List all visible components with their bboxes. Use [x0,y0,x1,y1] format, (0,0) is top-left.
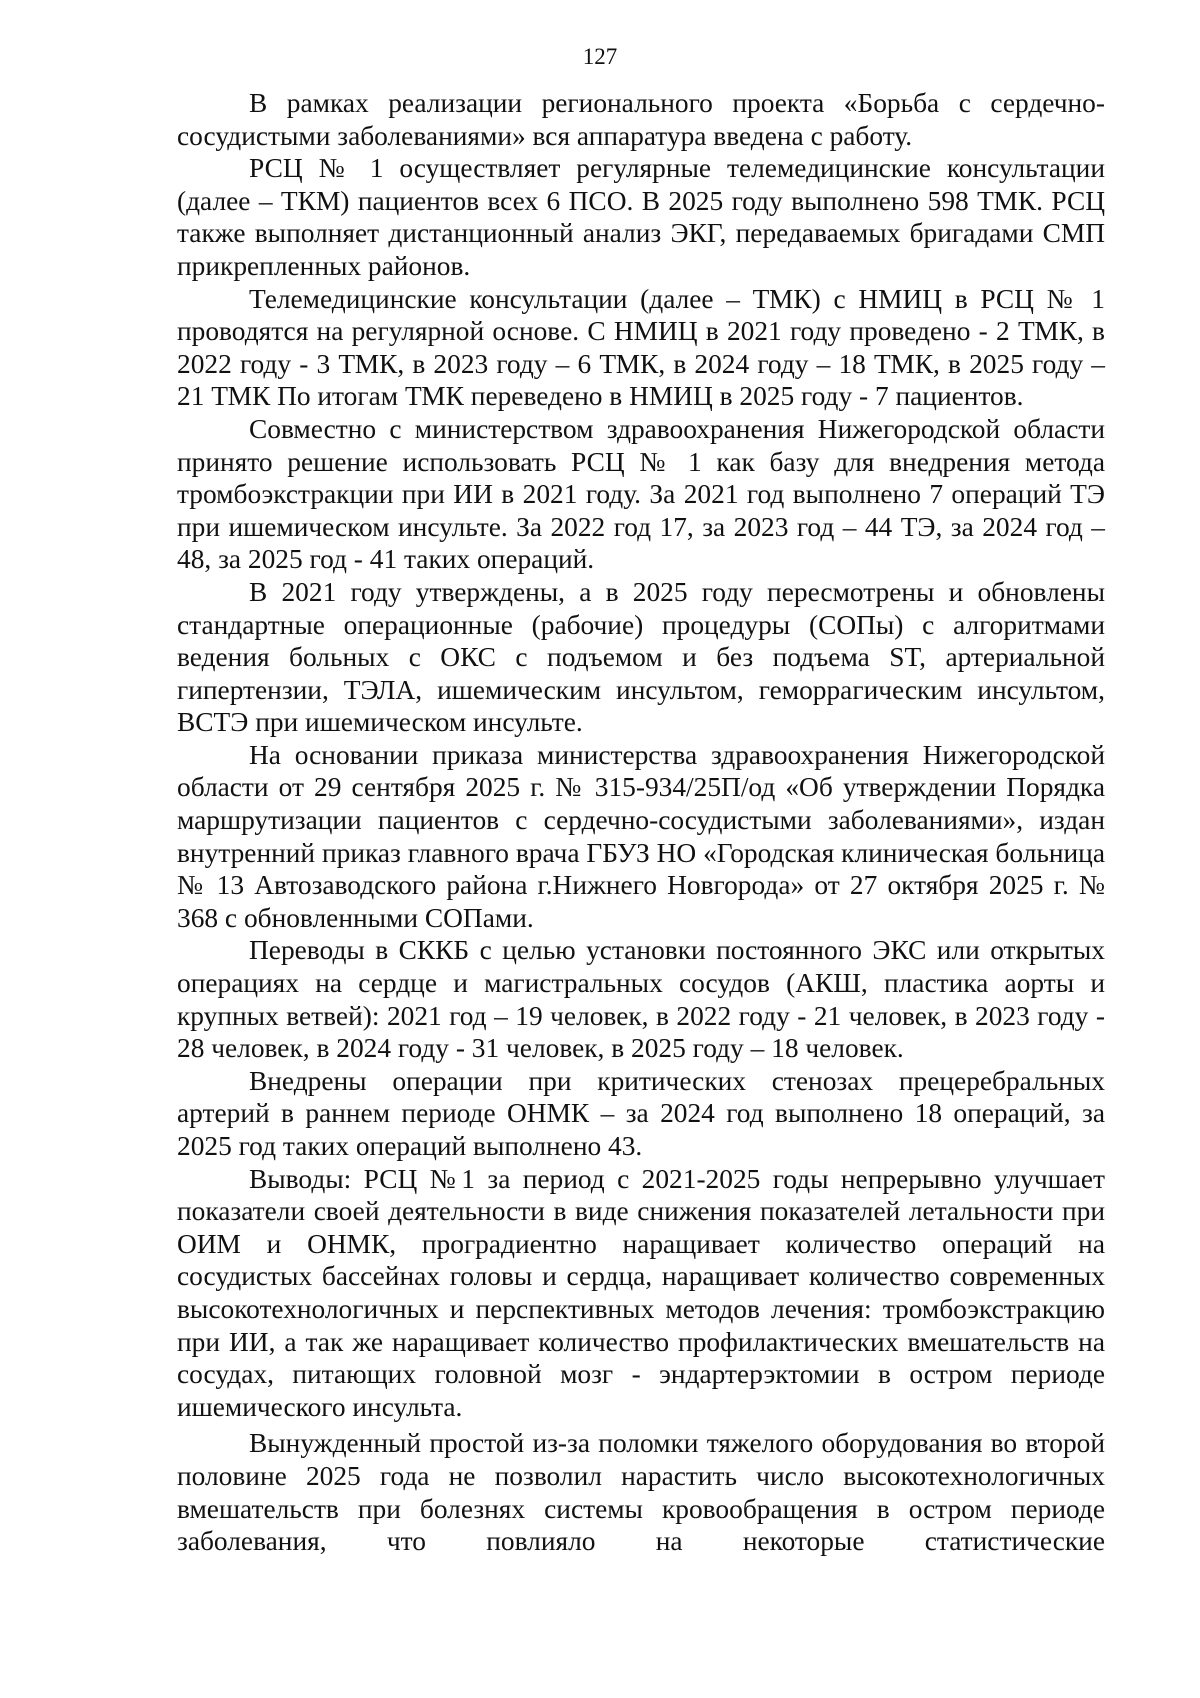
paragraph-transfers-skkb: Переводы в СККБ с целью установки постоянного ЭКС или открытых операциях на сердце и магистральных сосудов (АКШ, пластика аорты и крупных ветвей): 2021 год – 19 человек, в 2022 году - 21 человек, в 2023 году - 28 человек, в 2024 году - 31 человек, в 2025 году – 18 человек. [177,935,1105,1064]
paragraph-stenosis-operations: Внедрены операции при критических стенозах прецеребральных артерий в раннем периоде ОНМК – за 2024 год выполнено 18 операций, за 2025 год таких операций выполнено 43. [177,1065,1105,1161]
paragraph-thrombectomy: Совместно с министерством здравоохранения Нижегородской области принято решение использовать РСЦ № 1 как базу для внедрения метода тромбоэкстракции при ИИ в 2021 году. За 2021 год выполнено 7 операций ТЭ при ишемическом инсульте. За 2022 год 17, за 2023 год – 44 ТЭ, за 2024 год – 48, за 2025 год - 41 таких операций. [177,413,1105,575]
paragraph-regional-project: В рамках реализации регионального проекта «Борьба с сердечно-сосудистыми заболеваниями» вся аппаратура введена с работу. [177,88,1105,151]
paragraph-telemedicine-pso: РСЦ № 1 осуществляет регулярные телемедицинские консультации (далее – ТКМ) пациентов всех 6 ПСО. В 2025 году выполнено 598 ТМК. РСЦ также выполняет дистанционный анализ ЭКГ, передаваемых бригадами СМП прикрепленных районов. [177,153,1105,281]
paragraph-equipment-downtime: Вынужденный простой из-за поломки тяжелого оборудования во второй половине 2025 года не позволил нарастить число высокотехнологичных вмешательств при болезнях системы кровообращения в остром периоде заболевания, что повлияло на некоторые статистические [177,1428,1105,1557]
paragraph-sop: В 2021 году утверждены, а в 2025 году пересмотрены и обновлены стандартные операционные (рабочие) процедуры (СОПы) с алгоритмами ведения больных с ОКС с подъемом и без подъема ST, артериальной гипертензии, ТЭЛА, ишемическим инсультом, геморрагическим инсультом, ВСТЭ при ишемическом инсульте. [177,576,1105,738]
paragraph-conclusions: Выводы: РСЦ №1 за период с 2021-2025 годы непрерывно улучшает показатели своей деятельности в виде снижения показателей летальности при ОИМ и ОНМК, проградиентно наращивает количество операций на сосудистых бассейнах головы и сердца, наращивает количество современных высокотехнологичных и перспективных методов лечения: тромбоэкстракцию при ИИ, а так же наращивает количество профилактических вмешательств на сосудах, питающих головной мозг - эндартерэктомии в остром периоде ишемического инсульта. [177,1163,1105,1422]
paragraph-telemedicine-nmic: Телемедицинские консультации (далее – ТМК) с НМИЦ в РСЦ № 1 проводятся на регулярной основе. С НМИЦ в 2021 году проведено - 2 ТМК, в 2022 году - 3 ТМК, в 2023 году – 6 ТМК, в 2024 году – 18 ТМК, в 2025 году – 21 ТМК По итогам ТМК переведено в НМИЦ в 2025 году - 7 пациентов. [177,283,1105,412]
page-number: 127 [582,44,618,69]
paragraph-order-routing: На основании приказа министерства здравоохранения Нижегородской области от 29 сентября 2025 г. № 315-934/25П/од «Об утверждении Порядка маршрутизации пациентов с сердечно-сосудистыми заболеваниями», издан внутренний приказ главного врача ГБУЗ НО «Городская клиническая больница № 13 Автозаводского района г.Нижнего Новгорода» от 27 октября 2025 г. № 368 с обновленными СОПами. [177,739,1105,933]
document-body [177,87,1105,1558]
